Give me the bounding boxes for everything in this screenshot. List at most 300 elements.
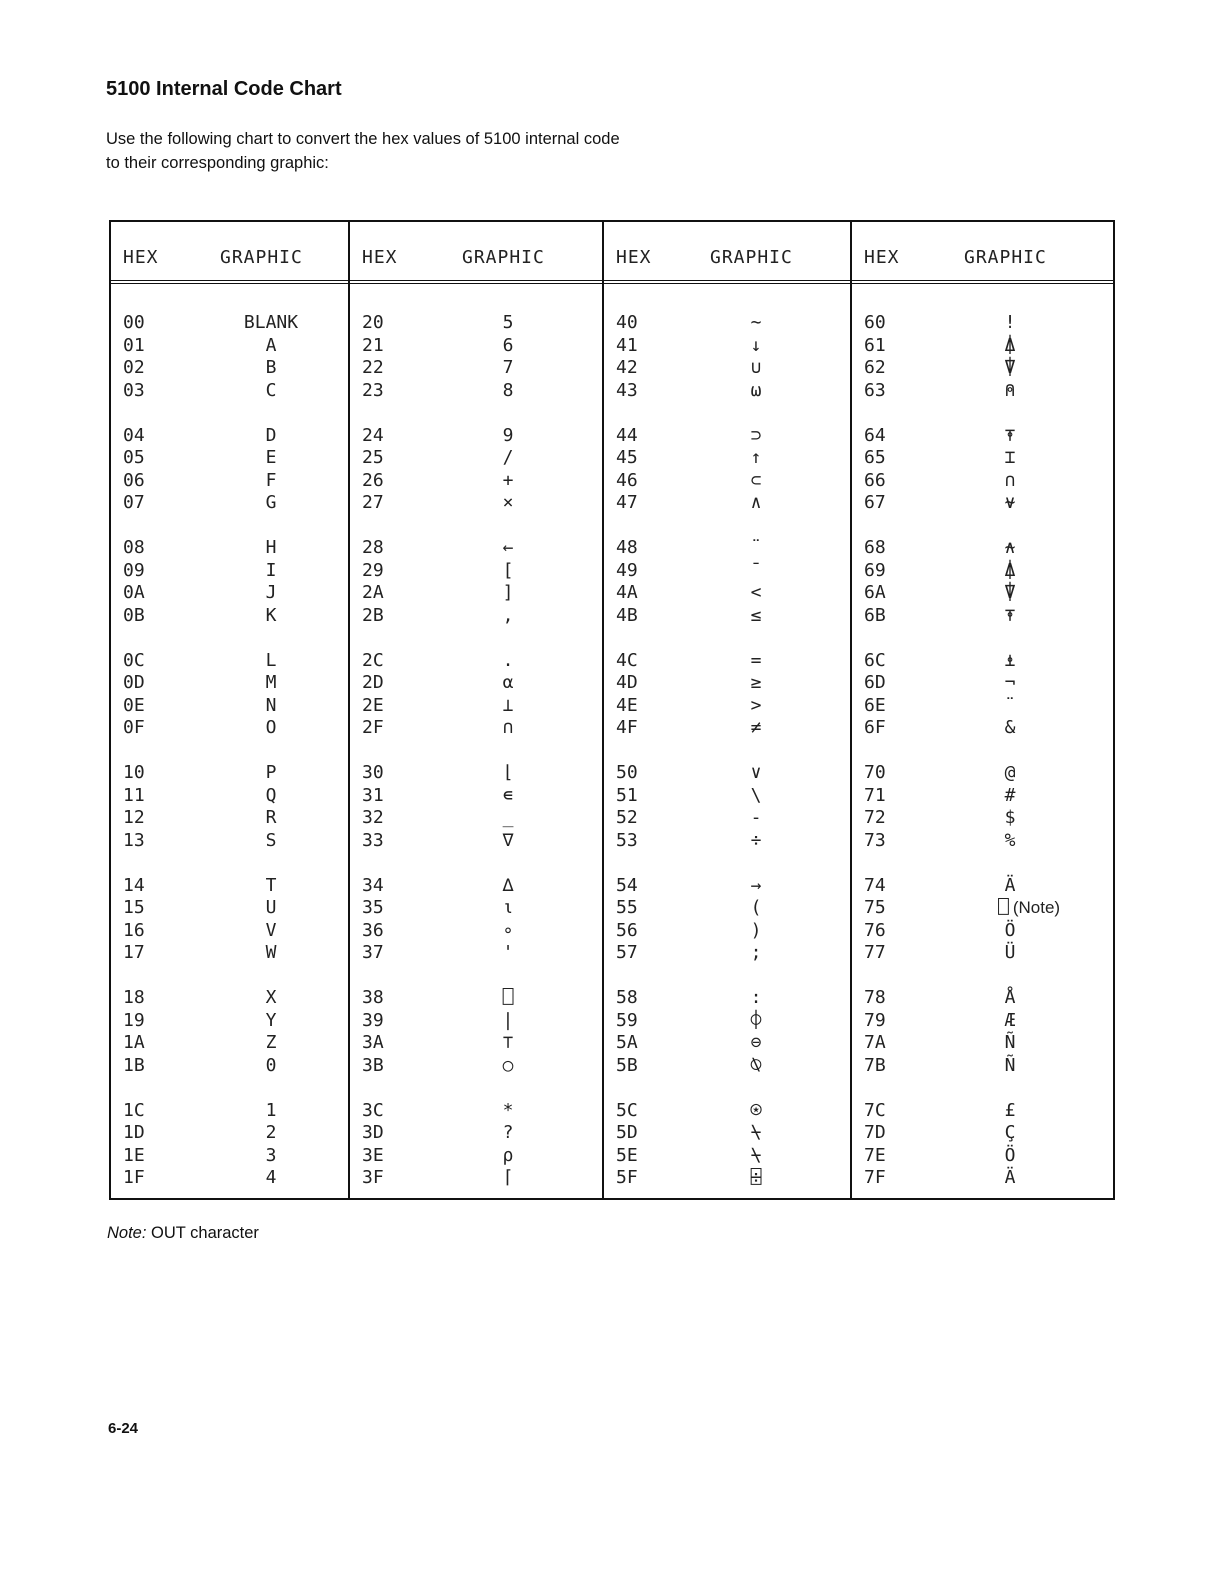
table-row	[350, 942, 602, 965]
table-row	[350, 582, 602, 605]
hex-header: HEX	[123, 247, 159, 268]
table-row	[350, 492, 602, 515]
hex-value: 6A	[864, 582, 886, 603]
graphic-glyph: .	[502, 649, 514, 671]
graphic-value	[970, 875, 1050, 897]
graphic-glyph: Ç	[1004, 1122, 1016, 1143]
table-row	[604, 380, 850, 403]
graphic-glyph: :	[750, 987, 762, 1008]
graphic-value	[970, 807, 1050, 829]
graphic-glyph: ≥	[750, 672, 762, 693]
graphic-value	[231, 312, 311, 334]
graphic-value	[970, 920, 1050, 942]
code-chart-table	[109, 220, 1115, 1200]
graphic-glyph: ,	[502, 604, 514, 626]
graphic-glyph: ∼	[750, 312, 762, 333]
hex-value: 70	[864, 762, 886, 783]
table-row	[852, 1100, 1115, 1123]
graphic-value	[970, 1055, 1050, 1077]
graphic-value	[468, 897, 548, 919]
table-row	[111, 380, 348, 403]
hex-value: 5A	[616, 1032, 638, 1053]
graphic-glyph: N	[265, 694, 277, 716]
graphic-value	[468, 942, 548, 964]
hex-value: 0A	[123, 582, 145, 603]
graphic-glyph: ⍳	[502, 897, 514, 918]
hex-value: 49	[616, 559, 638, 581]
graphic-value	[231, 1167, 311, 1189]
graphic-value	[970, 1010, 1050, 1032]
table-row	[852, 492, 1115, 515]
hex-value: 17	[123, 942, 145, 963]
hex-value: 2E	[362, 694, 384, 716]
graphic-glyph: ÷	[750, 829, 762, 851]
table-row	[604, 312, 850, 335]
hex-value: 28	[362, 537, 384, 558]
hex-value: 38	[362, 987, 384, 1008]
table-row	[852, 605, 1115, 628]
hex-value: 59	[616, 1009, 638, 1031]
rows-container	[350, 312, 602, 1190]
graphic-glyph: R	[265, 807, 277, 828]
hex-value: 1F	[123, 1167, 145, 1188]
graphic-value	[468, 560, 548, 582]
graphic-glyph: )	[750, 919, 762, 941]
graphic-glyph: (	[750, 897, 762, 918]
graphic-glyph: C	[265, 379, 277, 401]
table-row	[604, 650, 850, 673]
hex-value: 7A	[864, 1032, 886, 1053]
table-row	[111, 1010, 348, 1033]
graphic-glyph: ⊥	[502, 694, 514, 716]
graphic-glyph: ∣	[502, 1009, 514, 1031]
chart-column-4	[852, 222, 1115, 1198]
hex-value: 01	[123, 334, 145, 356]
graphic-glyph: [	[502, 559, 514, 581]
hex-value: 16	[123, 919, 145, 941]
graphic-value	[231, 1100, 311, 1122]
graphic-value	[970, 335, 1050, 357]
chart-column-1	[111, 222, 350, 1198]
graphic-glyph: α	[502, 672, 514, 693]
graphic-value	[716, 672, 796, 694]
table-row	[350, 312, 602, 335]
hex-value: 32	[362, 807, 384, 828]
graphic-glyph: ←	[502, 537, 514, 558]
hex-value: 7E	[864, 1144, 886, 1166]
table-row	[350, 380, 602, 403]
table-row	[111, 357, 348, 380]
hex-value: 64	[864, 424, 886, 446]
graphic-glyph: ○	[502, 1054, 514, 1076]
table-row	[604, 942, 850, 965]
hex-value: 27	[362, 492, 384, 513]
graphic-glyph: ⍕	[1004, 604, 1016, 626]
graphic-value	[716, 830, 796, 852]
graphic-glyph: ∊	[502, 784, 514, 806]
table-row	[852, 897, 1115, 920]
rows-container	[604, 312, 850, 1190]
hex-value: 47	[616, 492, 638, 513]
graphic-glyph: X	[265, 987, 277, 1008]
hex-value: 42	[616, 357, 638, 378]
chart-column-2	[350, 222, 604, 1198]
graphic-glyph: _	[502, 807, 514, 828]
table-row	[852, 717, 1115, 740]
graphic-value	[716, 447, 796, 469]
hex-value: 1B	[123, 1054, 145, 1076]
table-row	[852, 335, 1115, 358]
graphic-header: GRAPHIC	[220, 247, 303, 268]
hex-value: 09	[123, 559, 145, 581]
graphic-header: GRAPHIC	[462, 247, 545, 268]
table-row	[350, 875, 602, 898]
table-row	[111, 807, 348, 830]
graphic-value	[231, 830, 311, 852]
hex-value: 15	[123, 897, 145, 918]
graphic-value	[231, 942, 311, 964]
hex-value: 5E	[616, 1144, 638, 1166]
table-row	[852, 1122, 1115, 1145]
graphic-glyph: ↑	[750, 447, 762, 468]
graphic-glyph: -	[750, 807, 762, 828]
graphic-glyph: ¨	[750, 537, 762, 558]
graphic-value	[231, 807, 311, 829]
table-row	[111, 425, 348, 448]
table-row	[604, 1145, 850, 1168]
table-row	[852, 987, 1115, 1010]
table-row	[111, 1145, 348, 1168]
graphic-glyph: L	[265, 649, 277, 671]
hex-value: 1C	[123, 1099, 145, 1121]
graphic-glyph: 0	[265, 1054, 277, 1076]
graphic-value	[468, 357, 548, 379]
hex-value: 06	[123, 469, 145, 491]
hex-value: 07	[123, 492, 145, 513]
graphic-glyph: P	[265, 762, 277, 783]
graphic-glyph: ;	[750, 942, 762, 963]
hex-value: 67	[864, 492, 886, 513]
hex-value: 26	[362, 469, 384, 491]
hex-value: 5C	[616, 1099, 638, 1121]
graphic-value	[468, 447, 548, 469]
graphic-glyph: ⌈	[502, 1167, 514, 1188]
graphic-glyph: B	[265, 357, 277, 378]
table-row	[604, 560, 850, 583]
hex-value: 3C	[362, 1099, 384, 1121]
table-row	[604, 717, 850, 740]
hex-value: 31	[362, 784, 384, 806]
graphic-glyph: ⊖	[750, 1032, 762, 1053]
table-row	[852, 560, 1115, 583]
hex-value: 5D	[616, 1122, 638, 1143]
table-row	[604, 987, 850, 1010]
table-row	[852, 672, 1115, 695]
graphic-value	[970, 357, 1050, 379]
graphic-value	[468, 830, 548, 852]
hex-value: 40	[616, 312, 638, 333]
hex-header: HEX	[864, 247, 900, 268]
hex-value: 1A	[123, 1032, 145, 1053]
table-row	[111, 1032, 348, 1055]
graphic-glyph: ↓	[750, 334, 762, 356]
table-row	[604, 875, 850, 898]
graphic-glyph: ⍉	[750, 1054, 762, 1076]
hex-value: 36	[362, 919, 384, 941]
graphic-value	[468, 1145, 548, 1167]
graphic-glyph: %	[1004, 829, 1016, 851]
hex-value: 57	[616, 942, 638, 963]
graphic-glyph: ⍝	[1004, 379, 1016, 401]
graphic-glyph: ⍎	[1004, 649, 1016, 671]
table-row	[350, 560, 602, 583]
table-row	[604, 537, 850, 560]
hex-header: HEX	[362, 247, 398, 268]
table-row	[350, 830, 602, 853]
hex-value: 2F	[362, 717, 384, 738]
graphic-value	[970, 1100, 1050, 1122]
graphic-value	[716, 897, 796, 919]
graphic-value	[716, 560, 796, 582]
hex-value: 48	[616, 537, 638, 558]
table-row	[604, 920, 850, 943]
graphic-value	[716, 380, 796, 402]
table-row	[852, 1055, 1115, 1078]
hex-value: 0D	[123, 672, 145, 693]
hex-value: 2B	[362, 604, 384, 626]
graphic-value	[231, 1145, 311, 1167]
graphic-glyph: ∇	[502, 829, 514, 851]
table-row	[604, 1167, 850, 1190]
graphic-glyph: ?	[502, 1122, 514, 1143]
graphic-value	[970, 695, 1050, 717]
hex-value: 78	[864, 987, 886, 1008]
table-row	[604, 335, 850, 358]
graphic-value	[468, 425, 548, 447]
graphic-value	[716, 335, 796, 357]
hex-value: 30	[362, 762, 384, 783]
graphic-glyph: W	[265, 942, 277, 963]
graphic-value	[231, 717, 311, 739]
graphic-glyph: ⍕	[1004, 424, 1016, 446]
graphic-glyph: ⍋	[1004, 334, 1016, 356]
graphic-glyph: ⊤	[502, 1032, 514, 1053]
table-row	[111, 492, 348, 515]
rows-container	[111, 312, 348, 1190]
hex-value: 08	[123, 537, 145, 558]
graphic-value	[716, 695, 796, 717]
hex-value: 55	[616, 897, 638, 918]
hex-value: 68	[864, 537, 886, 558]
table-row	[350, 807, 602, 830]
graphic-value	[970, 987, 1050, 1009]
table-row	[111, 605, 348, 628]
graphic-glyph: =	[750, 649, 762, 671]
graphic-value	[231, 762, 311, 784]
table-row	[350, 447, 602, 470]
hex-value: 29	[362, 559, 384, 581]
graphic-glyph: T	[265, 874, 277, 896]
hex-value: 6E	[864, 694, 886, 716]
graphic-value	[468, 785, 548, 807]
graphic-value	[468, 605, 548, 627]
table-row	[111, 1122, 348, 1145]
graphic-glyph: ∧	[750, 492, 762, 513]
hex-value: 69	[864, 559, 886, 581]
hex-value: 60	[864, 312, 886, 333]
chart-column-3	[604, 222, 852, 1198]
hex-value: 3D	[362, 1122, 384, 1143]
graphic-value	[468, 650, 548, 672]
graphic-value	[716, 942, 796, 964]
graphic-header: GRAPHIC	[964, 247, 1047, 268]
hex-value: 3A	[362, 1032, 384, 1053]
table-row	[604, 830, 850, 853]
graphic-header: GRAPHIC	[710, 247, 793, 268]
hex-value: 24	[362, 424, 384, 446]
hex-value: 0C	[123, 649, 145, 671]
page-number: 6-24	[108, 1420, 139, 1437]
hex-value: 4B	[616, 604, 638, 626]
hex-value: 05	[123, 447, 145, 468]
graphic-value	[716, 1032, 796, 1054]
table-row	[604, 425, 850, 448]
note-label: Note:	[107, 1224, 147, 1242]
graphic-value	[970, 1122, 1050, 1144]
table-row	[350, 695, 602, 718]
graphic-glyph: S	[265, 829, 277, 851]
hex-value: 5B	[616, 1054, 638, 1076]
graphic-value	[231, 492, 311, 514]
graphic-value	[231, 920, 311, 942]
graphic-glyph: ¬	[1004, 672, 1016, 693]
table-row	[350, 650, 602, 673]
table-row	[852, 470, 1115, 493]
hex-value: 1D	[123, 1122, 145, 1143]
graphic-glyph: ∆	[502, 874, 514, 896]
hex-value: 19	[123, 1009, 145, 1031]
graphic-glyph: 5	[502, 312, 514, 333]
graphic-value	[231, 1055, 311, 1077]
hex-value: 22	[362, 357, 384, 378]
graphic-value	[468, 582, 548, 604]
graphic-value	[970, 672, 1050, 694]
table-row	[604, 1010, 850, 1033]
graphic-value	[468, 695, 548, 717]
table-row	[604, 695, 850, 718]
table-row	[111, 312, 348, 335]
graphic-value	[970, 537, 1050, 559]
table-row	[111, 560, 348, 583]
table-row	[111, 762, 348, 785]
hex-value: 20	[362, 312, 384, 333]
graphic-glyph: ∘	[502, 919, 514, 941]
hex-value: 37	[362, 942, 384, 963]
graphic-glyph: U	[265, 897, 277, 918]
table-row	[350, 470, 602, 493]
hex-value: 58	[616, 987, 638, 1008]
hex-value: 5F	[616, 1167, 638, 1188]
graphic-value	[970, 605, 1050, 627]
table-row	[111, 920, 348, 943]
footnote	[107, 1224, 259, 1243]
hex-value: 6D	[864, 672, 886, 693]
graphic-glyph: ⍲	[1004, 537, 1016, 558]
graphic-glyph: /	[502, 447, 514, 468]
hex-value: 3E	[362, 1144, 384, 1166]
graphic-glyph: A	[265, 334, 277, 356]
hex-value: 35	[362, 897, 384, 918]
graphic-glyph: ×	[502, 492, 514, 513]
hex-value: 66	[864, 469, 886, 491]
hex-value: 53	[616, 829, 638, 851]
graphic-glyph: ∨	[750, 762, 762, 783]
table-row	[111, 830, 348, 853]
hex-value: 4E	[616, 694, 638, 716]
graphic-glyph: >	[750, 694, 762, 716]
hex-value: 14	[123, 874, 145, 896]
hex-value: 02	[123, 357, 145, 378]
graphic-value	[970, 582, 1050, 604]
graphic-value	[970, 470, 1050, 492]
graphic-glyph: Æ	[1004, 1009, 1016, 1031]
page-title: 5100 Internal Code Chart	[106, 78, 342, 100]
graphic-glyph: V	[265, 919, 277, 941]
graphic-glyph: ¨	[1004, 694, 1016, 716]
hex-header: HEX	[616, 247, 652, 268]
graphic-value	[970, 425, 1050, 447]
graphic-glyph: →	[750, 874, 762, 896]
table-row	[350, 335, 602, 358]
graphic-glyph: ⍟	[750, 1099, 762, 1121]
graphic-glyph: &	[1004, 717, 1016, 738]
graphic-value	[716, 875, 796, 897]
hex-value: 12	[123, 807, 145, 828]
graphic-value	[468, 1122, 548, 1144]
table-row	[111, 470, 348, 493]
hex-value: 1E	[123, 1144, 145, 1166]
table-row	[350, 717, 602, 740]
table-row	[852, 1167, 1115, 1190]
graphic-glyph: O	[265, 717, 277, 738]
graphic-glyph: 6	[502, 334, 514, 356]
hex-value: 41	[616, 334, 638, 356]
graphic-glyph: ⍀	[750, 1122, 762, 1143]
hex-value: 18	[123, 987, 145, 1008]
table-row	[350, 1010, 602, 1033]
hex-value: 4F	[616, 717, 638, 738]
graphic-glyph: 9	[502, 424, 514, 446]
table-row	[852, 1145, 1115, 1168]
graphic-value	[468, 762, 548, 784]
table-row	[852, 1010, 1115, 1033]
hex-value: 3B	[362, 1054, 384, 1076]
table-row	[350, 987, 602, 1010]
hex-value: 7C	[864, 1099, 886, 1121]
graphic-value	[716, 650, 796, 672]
graphic-glyph: $	[1004, 807, 1016, 828]
graphic-glyph: ⌽	[750, 1009, 762, 1031]
graphic-value	[468, 470, 548, 492]
graphic-glyph: Ñ	[1004, 1054, 1016, 1076]
hex-value: 7D	[864, 1122, 886, 1143]
table-row	[350, 1145, 602, 1168]
table-row	[604, 357, 850, 380]
graphic-glyph: Z	[265, 1032, 277, 1053]
hex-value: 2A	[362, 582, 384, 603]
graphic-glyph: ∩	[1004, 469, 1016, 491]
table-row	[111, 1055, 348, 1078]
